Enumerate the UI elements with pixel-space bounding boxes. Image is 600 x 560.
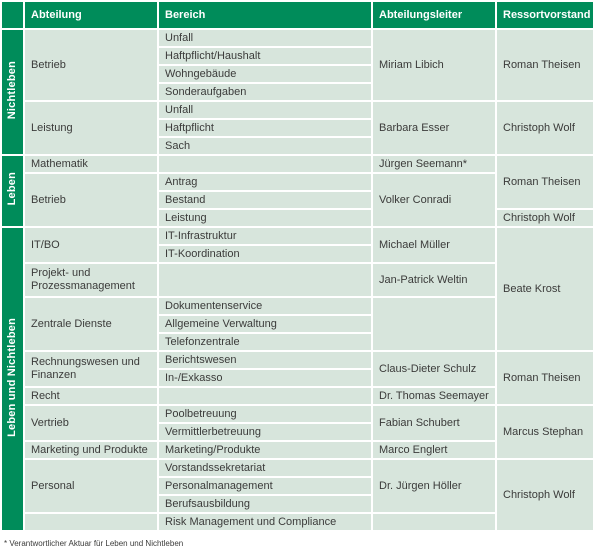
section-band-leben-und-nichtleben [2,228,23,530]
bereich-cell: Sonderaufgaben [159,84,371,100]
bereich-cell: Haftpflicht [159,120,371,136]
bereich-cell: Berufsausbildung [159,496,371,512]
ressortvorstand-cell: Marcus Stephan [497,406,593,458]
bereich-cell: Sach [159,138,371,154]
ressortvorstand-cell: Roman Theisen [497,156,593,208]
abteilung-cell: Personal [25,460,157,512]
section-band-nichtleben [2,30,23,154]
bereich-cell: Bestand [159,192,371,208]
footnote: * Verantwortlicher Aktuar für Leben und Nichtleben [4,539,184,548]
bereich-cell: Poolbetreuung [159,406,371,422]
abteilungsleiter-cell: Jürgen Seemann* [373,156,495,172]
bereich-cell: Vorstandssekretariat [159,460,371,476]
section-band-label: Leben und Nichtleben [6,317,19,437]
section-band-label: Nichtleben [6,61,19,120]
abteilungsleiter-cell: Claus-Dieter Schulz [373,352,495,386]
abteilung-cell: Recht [25,388,157,404]
bereich-cell: Personalmanagement [159,478,371,494]
column-header-bereich: Bereich [159,2,371,28]
bereich-cell: Leistung [159,210,371,226]
abteilungsleiter-cell: Miriam Libich [373,30,495,100]
abteilungsleiter-cell: Jan-Patrick Weltin [373,264,495,296]
ressortvorstand-cell: Beate Krost [497,228,593,350]
abteilungsleiter-cell: Michael Müller [373,228,495,262]
abteilungsleiter-cell: Volker Conradi [373,174,495,226]
abteilung-cell [25,514,157,530]
column-header-abteilung: Abteilung [25,2,157,28]
abteilung-cell: Betrieb [25,174,157,226]
abteilungsleiter-cell: Marco Englert [373,442,495,458]
bereich-cell: IT-Koordination [159,246,371,262]
bereich-cell: Allgemeine Verwaltung [159,316,371,332]
abteilung-cell: Projekt- und Prozessmanagement [25,264,157,296]
column-header-ressortvorstand: Ressortvorstand [497,2,593,28]
bereich-cell [159,264,371,296]
bereich-cell: Antrag [159,174,371,190]
abteilungsleiter-cell: Dr. Thomas Seemayer [373,388,495,404]
ressortvorstand-cell: Christoph Wolf [497,102,593,154]
bereich-cell: Marketing/Produkte [159,442,371,458]
abteilung-cell: Leistung [25,102,157,154]
bereich-cell: Berichtswesen [159,352,371,368]
ressortvorstand-cell: Roman Theisen [497,30,593,100]
abteilung-cell: Zentrale Dienste [25,298,157,350]
abteilungsleiter-cell [373,514,495,530]
abteilungsleiter-cell: Fabian Schubert [373,406,495,440]
section-band-leben [2,156,23,226]
bereich-cell: Unfall [159,102,371,118]
bereich-cell [159,156,371,172]
bereich-cell: Telefonzentrale [159,334,371,350]
abteilung-cell: Mathematik [25,156,157,172]
bereich-cell: Vermittlerbetreuung [159,424,371,440]
abteilung-cell: Betrieb [25,30,157,100]
ressortvorstand-cell: Christoph Wolf [497,460,593,530]
abteilung-cell: Marketing und Produkte [25,442,157,458]
abteilungsleiter-cell: Barbara Esser [373,102,495,154]
column-header-abteilungsleiter: Abteilungsleiter [373,2,495,28]
abteilungsleiter-cell [373,298,495,350]
bereich-cell: IT-Infrastruktur [159,228,371,244]
bereich-cell: Dokumentenservice [159,298,371,314]
header-corner [2,2,23,28]
bereich-cell: Wohngebäude [159,66,371,82]
abteilung-cell: IT/BO [25,228,157,262]
section-band-label: Leben [6,172,19,206]
abteilung-cell: Rechnungswesen und Finanzen [25,352,157,386]
bereich-cell: Haftpflicht/Haushalt [159,48,371,64]
bereich-cell: Risk Management und Compliance [159,514,371,530]
ressortvorstand-cell: Christoph Wolf [497,210,593,226]
ressortvorstand-cell: Roman Theisen [497,352,593,404]
abteilung-cell: Vertrieb [25,406,157,440]
abteilungsleiter-cell: Dr. Jürgen Höller [373,460,495,512]
bereich-cell [159,388,371,404]
bereich-cell: Unfall [159,30,371,46]
bereich-cell: In-/Exkasso [159,370,371,386]
